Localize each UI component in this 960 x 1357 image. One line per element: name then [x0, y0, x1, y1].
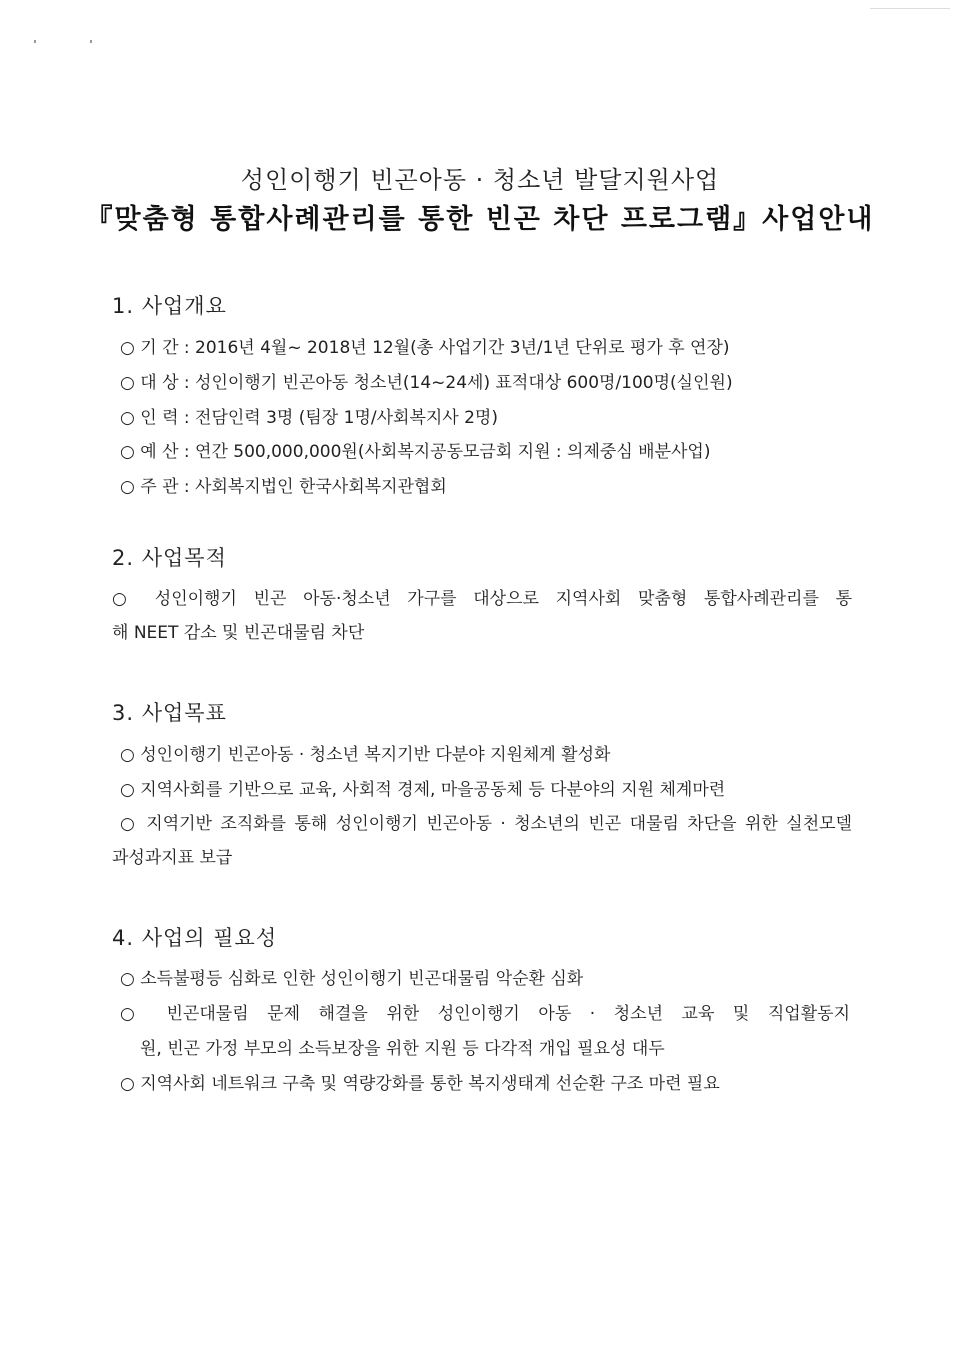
need-item-1: ○ 소득불평등 심화로 인한 성인이행기 빈곤대물림 악순환 심화	[120, 969, 584, 989]
section-1-heading: 1. 사업개요	[112, 294, 227, 318]
goal-item-3-line-2: 과성과지표 보급	[112, 848, 233, 868]
purpose-line-1: ○ 성인이행기 빈곤 아동·청소년 가구를 대상으로 지역사회 맞춤형 통합사례관리를 통	[112, 589, 852, 609]
overview-item-target: ○ 대 상 : 성인이행기 빈곤아동 청소년(14~24세) 표적대상 600명/100명(실인원)	[120, 373, 733, 393]
goal-item-3-line-1: ○ 지역기반 조직화를 통해 성인이행기 빈곤아동 · 청소년의 빈곤 대물림 차단을 위한 실천모델	[120, 814, 852, 834]
scan-speck	[90, 40, 92, 43]
purpose-line-2: 해 NEET 감소 및 빈곤대물림 차단	[112, 623, 365, 643]
need-item-3: ○ 지역사회 네트워크 구축 및 역량강화를 통한 복지생태계 선순환 구조 마련 필요	[120, 1074, 720, 1094]
scan-edge-line	[870, 8, 950, 9]
need-item-2-line-2: 원, 빈곤 가정 부모의 소득보장을 위한 지원 등 다각적 개입 필요성 대두	[140, 1039, 665, 1059]
document-subtitle: 성인이행기 빈곤아동 · 청소년 발달지원사업	[240, 166, 720, 194]
overview-item-organizer: ○ 주 관 : 사회복지법인 한국사회복지관협회	[120, 477, 447, 497]
overview-item-period: ○ 기 간 : 2016년 4월~ 2018년 12월(총 사업기간 3년/1년 단위로 평가 후 연장)	[120, 338, 730, 358]
goal-item-2: ○ 지역사회를 기반으로 교육, 사회적 경제, 마을공동체 등 다분야의 지원 체계마련	[120, 780, 726, 800]
scan-speck	[34, 40, 36, 43]
goal-item-1: ○ 성인이행기 빈곤아동 · 청소년 복지기반 다분야 지원체계 활성화	[120, 745, 611, 765]
section-2-heading: 2. 사업목적	[112, 546, 227, 570]
overview-item-staff: ○ 인 력 : 전담인력 3명 (팀장 1명/사회복지사 2명)	[120, 408, 498, 428]
need-item-2-line-1: ○ 빈곤대물림 문제 해결을 위한 성인이행기 아동 · 청소년 교육 및 직업활동지	[120, 1004, 850, 1024]
document-title: 『맞춤형 통합사례관리를 통한 빈곤 차단 프로그램』사업안내	[85, 204, 875, 235]
section-3-heading: 3. 사업목표	[112, 701, 227, 725]
overview-item-budget: ○ 예 산 : 연간 500,000,000원(사회복지공동모금회 지원 : 의제중심 배분사업)	[120, 442, 711, 462]
section-4-heading: 4. 사업의 필요성	[112, 926, 278, 950]
